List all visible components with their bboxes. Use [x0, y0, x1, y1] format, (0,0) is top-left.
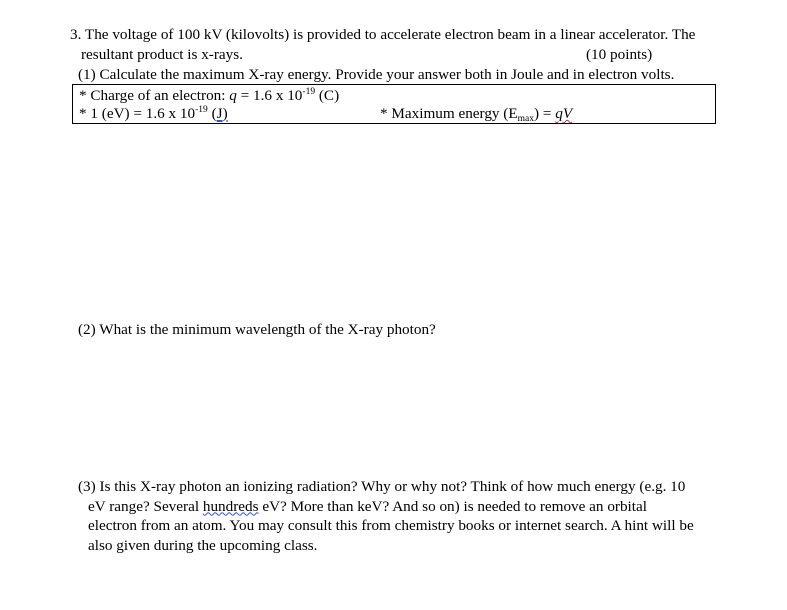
question-header-line-2: resultant product is x-rays. — [81, 46, 243, 63]
ev-exponent: -19 — [195, 105, 208, 115]
emax-equals: ) = — [534, 105, 556, 122]
ev-unit-joule: J — [216, 105, 223, 122]
constants-box — [72, 84, 716, 124]
part3-line-2-after: eV? More than keV? And so on) is needed to remove an orbital — [258, 497, 647, 515]
electron-charge-line — [79, 87, 339, 105]
charge-value: = 1.6 x 10 — [236, 87, 303, 104]
charge-exponent: -19 — [302, 87, 316, 97]
emax-prefix: * Maximum energy (E — [380, 105, 518, 122]
question-header-line-1: 3. The voltage of 100 kV (kilovolts) is provided to accelerate electron beam in a linear accelerator. The — [70, 26, 696, 43]
points-label: (10 points) — [586, 46, 653, 63]
emax-formula: qV — [555, 105, 573, 122]
part3-line-2-before: eV range? Several — [88, 497, 203, 515]
max-energy-line — [380, 105, 572, 123]
charge-prefix: * Charge of an electron: — [79, 87, 230, 104]
part1-prompt: (1) Calculate the maximum X-ray energy. Provide your answer both in Joule and in electron volts. — [78, 66, 675, 83]
part3-line-1: (3) Is this X-ray photon an ionizing radiation? Why or why not? Think of how much energy (e.g. 10 — [78, 478, 686, 495]
charge-symbol: q — [229, 87, 237, 104]
charge-unit: (C) — [315, 87, 340, 104]
ev-value: * 1 (eV) = 1.6 x 10 — [79, 105, 196, 122]
part3-line-2 — [78, 497, 728, 517]
part2-prompt: (2) What is the minimum wavelength of the X-ray photon? — [78, 321, 436, 338]
ev-unit-close: ) — [222, 105, 228, 122]
part3-line-3: electron from an atom. You may consult this from chemistry books or internet search. A hint will be — [88, 517, 694, 534]
part3-paragraph — [78, 477, 728, 555]
ev-unit-open: ( — [207, 105, 217, 122]
ev-conversion-line — [79, 105, 228, 123]
emax-subscript: max — [517, 114, 535, 124]
part3-line-2-word: hundreds — [202, 497, 259, 515]
part3-line-4: also given during the upcoming class. — [88, 536, 318, 554]
